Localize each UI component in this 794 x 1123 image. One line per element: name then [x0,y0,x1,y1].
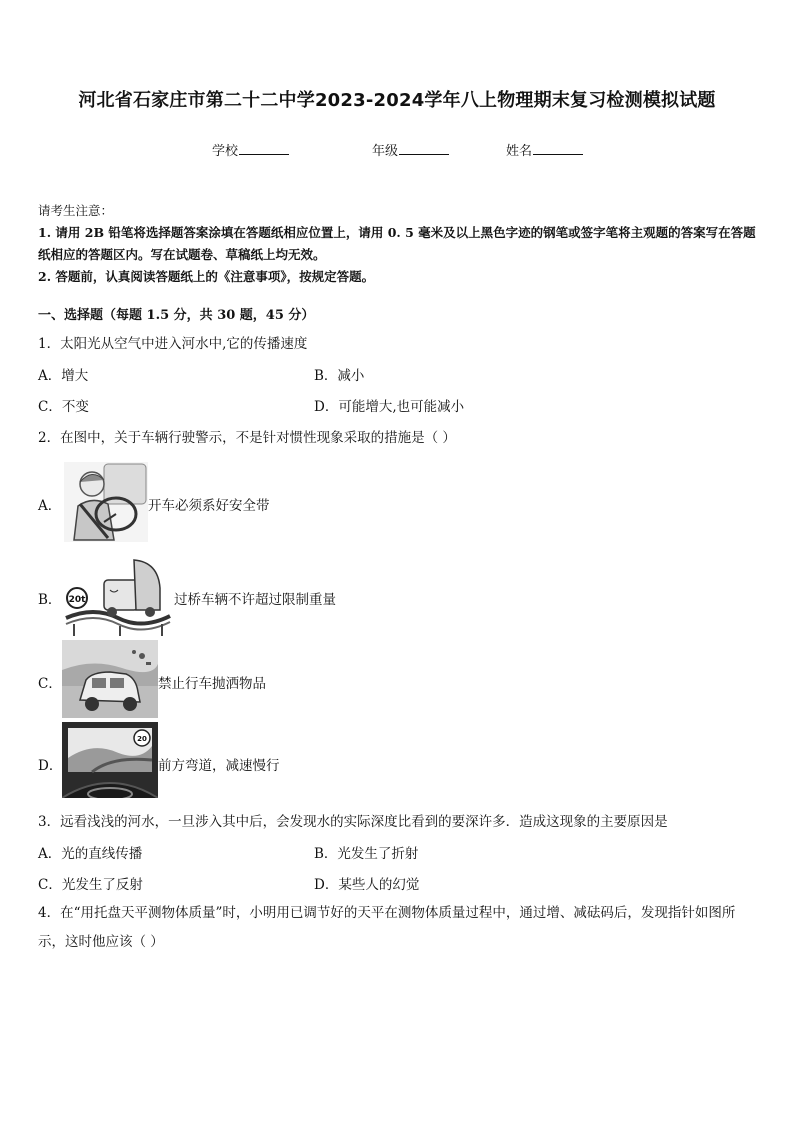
heavy-truck-bridge-image [64,558,172,638]
page-title: 河北省石家庄市第二十二中学2023-2024学年八上物理期末复习检测模拟试题 [78,90,716,111]
name-label: 姓名 [506,144,533,159]
q2-option-c-letter: C． [38,676,62,692]
weight-limit-sign-text: 20t [68,595,86,605]
question-1-stem: 1．太阳光从空气中进入河水中,它的传播速度 [38,336,308,352]
notice-heading: 请考生注意： [38,203,114,218]
q2-option-a-letter: A． [38,498,62,514]
q2-option-d-caption: 前方弯道，减速慢行 [158,758,280,774]
notice-item-1: 1. 请用 2B 铅笔将选择题答案涂填在答题纸相应位置上，请用 0. 5 毫米及以上黑色字迹的钢笔或签字笔将主观题的答案写在答题纸相应的答题区内。写在试题卷、草稿纸上均无效。 [38,225,756,262]
q2-option-d-letter: D． [38,758,63,774]
q3-option-c[interactable]: C．光发生了反射 [38,877,143,893]
question-4-stem: 4．在“用托盘天平测物体质量”时，小明用已调节好的天平在测物体质量过程中，通过增、减砝码后，发现指针如图所示，这时他应该（ ） [38,905,736,950]
grade-blank[interactable] [399,143,449,155]
littering-car-image [62,640,158,718]
q1-option-c[interactable]: C．不变 [38,399,89,415]
q3-option-b[interactable]: B．光发生了折射 [314,846,419,862]
grade-label: 年级 [372,144,399,159]
q1-option-a[interactable]: A．增大 [38,368,89,384]
q2-option-a-caption: 开车必须系好安全带 [148,498,270,514]
question-3-stem: 3．远看浅浅的河水，一旦涉入其中后，会发现水的实际深度比看到的要深许多．造成这现象的主要原因是 [38,814,668,830]
grade-field[interactable] [372,140,449,159]
q2-option-a[interactable] [38,462,358,544]
notice-block [38,200,760,288]
q3-option-a[interactable]: A．光的直线传播 [38,846,143,862]
q2-option-d[interactable] [38,722,368,800]
q2-option-b-letter: B． [38,592,62,608]
q2-option-b[interactable] [38,558,378,640]
school-blank[interactable] [239,143,289,155]
name-blank[interactable] [533,143,583,155]
q2-option-b-caption: 过桥车辆不许超过限制重量 [174,592,336,608]
q1-option-b[interactable]: B．减小 [314,368,365,384]
seatbelt-driver-image [64,462,148,542]
q1-option-d[interactable]: D．可能增大,也可能减小 [314,399,465,415]
question-2-stem: 2．在图中，关于车辆行驶警示，不是针对惯性现象采取的措施是（ ） [38,430,456,446]
curve-road-dashboard-image [62,722,158,798]
school-label: 学校 [212,144,239,159]
section-heading: 一、选择题（每题 1.5 分，共 30 题，45 分） [38,308,315,323]
q2-option-c-caption: 禁止行车抛洒物品 [158,676,266,692]
q3-option-d[interactable]: D．某些人的幻觉 [314,877,420,893]
speed-limit-sign-text: 20 [137,735,147,743]
q2-option-c[interactable] [38,640,368,718]
school-field[interactable] [212,140,289,159]
notice-item-2: 2. 答题前，认真阅读答题纸上的《注意事项》，按规定答题。 [38,269,375,284]
name-field[interactable] [506,140,583,159]
